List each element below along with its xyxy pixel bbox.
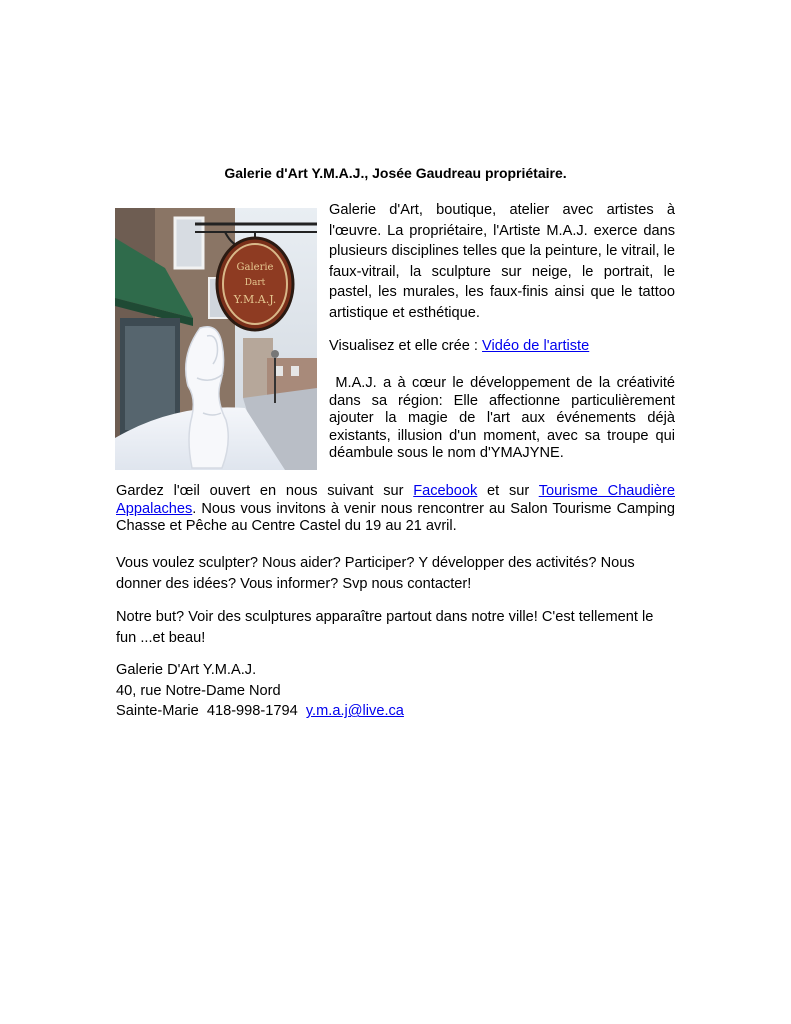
goal-paragraph: Notre but? Voir des sculptures apparaître partout dans notre ville! C'est tellement le fun ...et beau! <box>116 609 654 646</box>
svg-text:Dart: Dart <box>244 278 266 288</box>
video-prefix: Visualisez et elle crée : <box>329 338 483 354</box>
address-block <box>116 660 675 722</box>
maj-paragraph: M.A.J. a à cœur le développement de la créativité dans sa région: Elle affectionne particulièrement ajouter la magie de l'art aux événements déjà existants, illusion d'un moment, avec sa troupe qui déambule sous le nom d'YMAJYNE. <box>329 375 680 462</box>
tourisme-link[interactable]: Tourisme Chaudière Appalaches <box>116 483 675 517</box>
questions-paragraph: Vous voulez sculpter? Nous aider? Participer? Y développer des activités? Nous donner des idées? Vous informer? Svp nous contacter! <box>116 555 635 592</box>
video-link[interactable]: Vidéo de l'artiste <box>482 338 590 354</box>
follow-text-2: et sur <box>477 483 539 499</box>
follow-text-1: Gardez l'œil ouvert en nous suivant sur <box>116 483 414 499</box>
follow-paragraph <box>116 483 675 536</box>
follow-text-3: . Nous vous invitons à venir nous rencontrer au Salon Tourisme Camping Chasse et Pêche au Centre Castel du 19 au 21 avril. <box>116 500 675 535</box>
video-line <box>329 336 675 357</box>
page-title: Galerie d'Art Y.M.A.J., Josée Gaudreau propriétaire. <box>224 165 567 181</box>
address-street: 40, rue Notre-Dame Nord <box>116 682 281 699</box>
address-city-phone: Sainte-Marie 418-998-1794 <box>116 703 306 720</box>
address-name: Galerie D'Art Y.M.A.J. <box>116 662 257 678</box>
gallery-photo <box>115 208 317 470</box>
svg-text:Y.M.A.J.: Y.M.A.J. <box>233 293 277 306</box>
email-link[interactable]: y.m.a.j@live.ca <box>305 703 404 720</box>
svg-text:Galerie: Galerie <box>236 262 274 273</box>
facebook-link[interactable]: Facebook <box>413 483 478 499</box>
address-city-line <box>116 701 675 722</box>
intro-paragraph: Galerie d'Art, boutique, atelier avec artistes à l'œuvre. La propriétaire, l'Artiste M.A.J. exerce dans plusieurs disciplines telles que la peinture, le vitrail, le faux-vitrail, la sculpture sur neige, le portrait, le pastel, les murales, les faux-finis ainsi que le tattoo artistique et esthétique. <box>329 202 675 321</box>
